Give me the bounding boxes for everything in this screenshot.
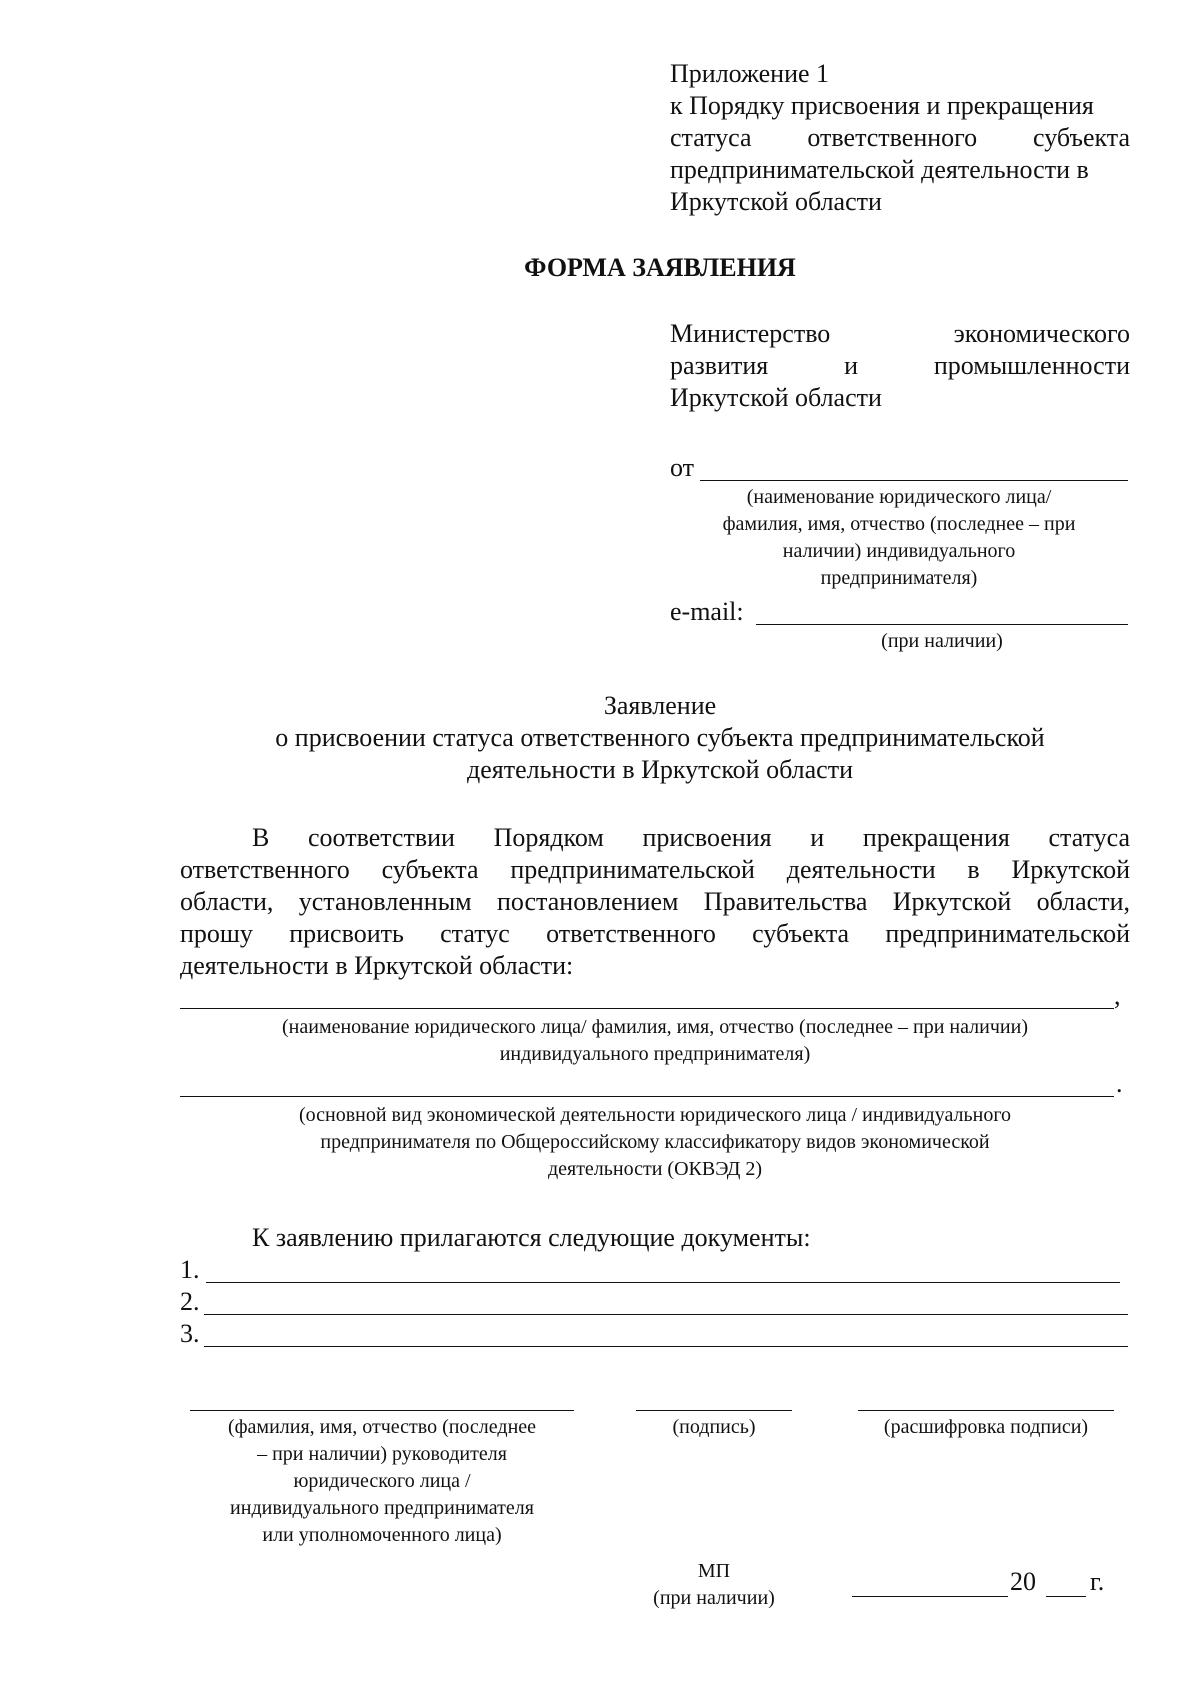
addressee-block [670,318,1130,414]
applicant-name-input-line[interactable] [180,980,1114,1009]
appendix-line: статуса ответственного субъекта [670,123,1130,152]
signer-caption-line: юридического лица / [293,1470,471,1492]
body-line: прошу присвоить статус ответственного субъекта предпринимательской [180,919,1130,948]
body-line: области, установленным постановлением Правительства Иркутской области, [180,887,1130,916]
signer-caption-line: – при наличии) руководителя [257,1443,507,1465]
date-year-suffix: г. [1090,1567,1105,1596]
appendix-line: предпринимательской деятельности в [670,155,1089,184]
statement-subtitle: деятельности в Иркутской области [466,755,853,784]
applicant-name-caption [180,1014,1130,1068]
attachment-number: 2. [180,1287,200,1316]
signature-decode-line[interactable] [858,1410,1114,1411]
statement-title: Заявление [603,691,717,720]
from-label: от [670,453,695,482]
appendix-block [670,58,1130,218]
stamp-caption: (при наличии) [653,1587,775,1609]
applicant-name-caption-line: (наименование юридического лица/ фамилия, имя, отчество (последнее – при наличии) [282,1016,1028,1038]
attachment-input-line[interactable] [206,1254,1120,1283]
body-line: В соответствии Порядком присвоения и прекращения статуса [252,823,1130,852]
signature-line[interactable] [636,1410,792,1411]
from-caption-line: наличии) индивидуального [782,540,1016,562]
appendix-line: Иркутской области [670,187,882,216]
okved-caption-line: (основной вид экономической деятельности юридического лица / индивидуального [298,1104,1012,1126]
date-year-line[interactable] [1046,1596,1086,1597]
body-line: деятельности в Иркутской области: [180,951,574,980]
addressee-line: Иркутской области [670,383,882,412]
addressee-line: Министерство экономического [670,319,1130,348]
from-caption-line: (наименование юридического лица/ [746,486,1052,508]
date-day-month-line[interactable] [852,1596,1008,1597]
from-caption-line: фамилия, имя, отчество (последнее – при [722,513,1076,535]
signer-caption-line: индивидуального предпринимателя [230,1497,534,1519]
attachment-input-line[interactable] [204,1286,1128,1315]
body-line: ответственного субъекта предпринимательской деятельности в Иркутской [180,855,1130,884]
attachment-number: 1. [180,1255,200,1284]
email-caption: (при наличии) [881,630,1003,652]
from-input-line[interactable] [700,452,1128,481]
okved-input-line[interactable] [180,1068,1114,1097]
email-input-line[interactable] [756,596,1128,625]
okved-caption [180,1102,1130,1183]
signer-name-line[interactable] [190,1410,574,1411]
applicant-name-end-mark: , [1114,981,1121,1010]
okved-caption-line: деятельности (ОКВЭД 2) [547,1158,763,1180]
attachment-input-line[interactable] [204,1318,1128,1347]
form-title: ФОРМА ЗАЯВЛЕНИЯ [524,253,796,282]
signature-caption: (подпись) [672,1416,756,1438]
signer-name-caption [180,1414,584,1549]
addressee-line: развития и промышленности [670,351,1130,380]
stamp-label: МП [697,1560,731,1582]
signature-decode-caption: (расшифровка подписи) [883,1416,1089,1438]
attachments-intro: К заявлению прилагаются следующие документы: [252,1223,811,1252]
from-caption [670,484,1128,592]
date-year-prefix: 20 [1010,1567,1036,1596]
statement-heading [140,690,1180,786]
signer-caption-line: (фамилия, имя, отчество (последнее [227,1416,537,1438]
okved-end-mark: . [1116,1069,1123,1098]
okved-caption-line: предпринимателя по Общероссийскому классификатору видов экономической [320,1131,990,1153]
statement-subtitle: о присвоении статуса ответственного субъекта предпринимательской [275,723,1045,752]
applicant-name-caption-line: индивидуального предпринимателя) [499,1043,811,1065]
signer-caption-line: или уполномоченного лица) [262,1524,502,1546]
email-label: e-mail: [670,597,744,626]
appendix-number: Приложение 1 [670,59,830,88]
body-paragraph [180,822,1130,982]
from-caption-line: предпринимателя) [820,567,978,589]
stamp-block [626,1558,802,1612]
appendix-line: к Порядку присвоения и прекращения [670,91,1094,120]
attachment-number: 3. [180,1319,200,1348]
